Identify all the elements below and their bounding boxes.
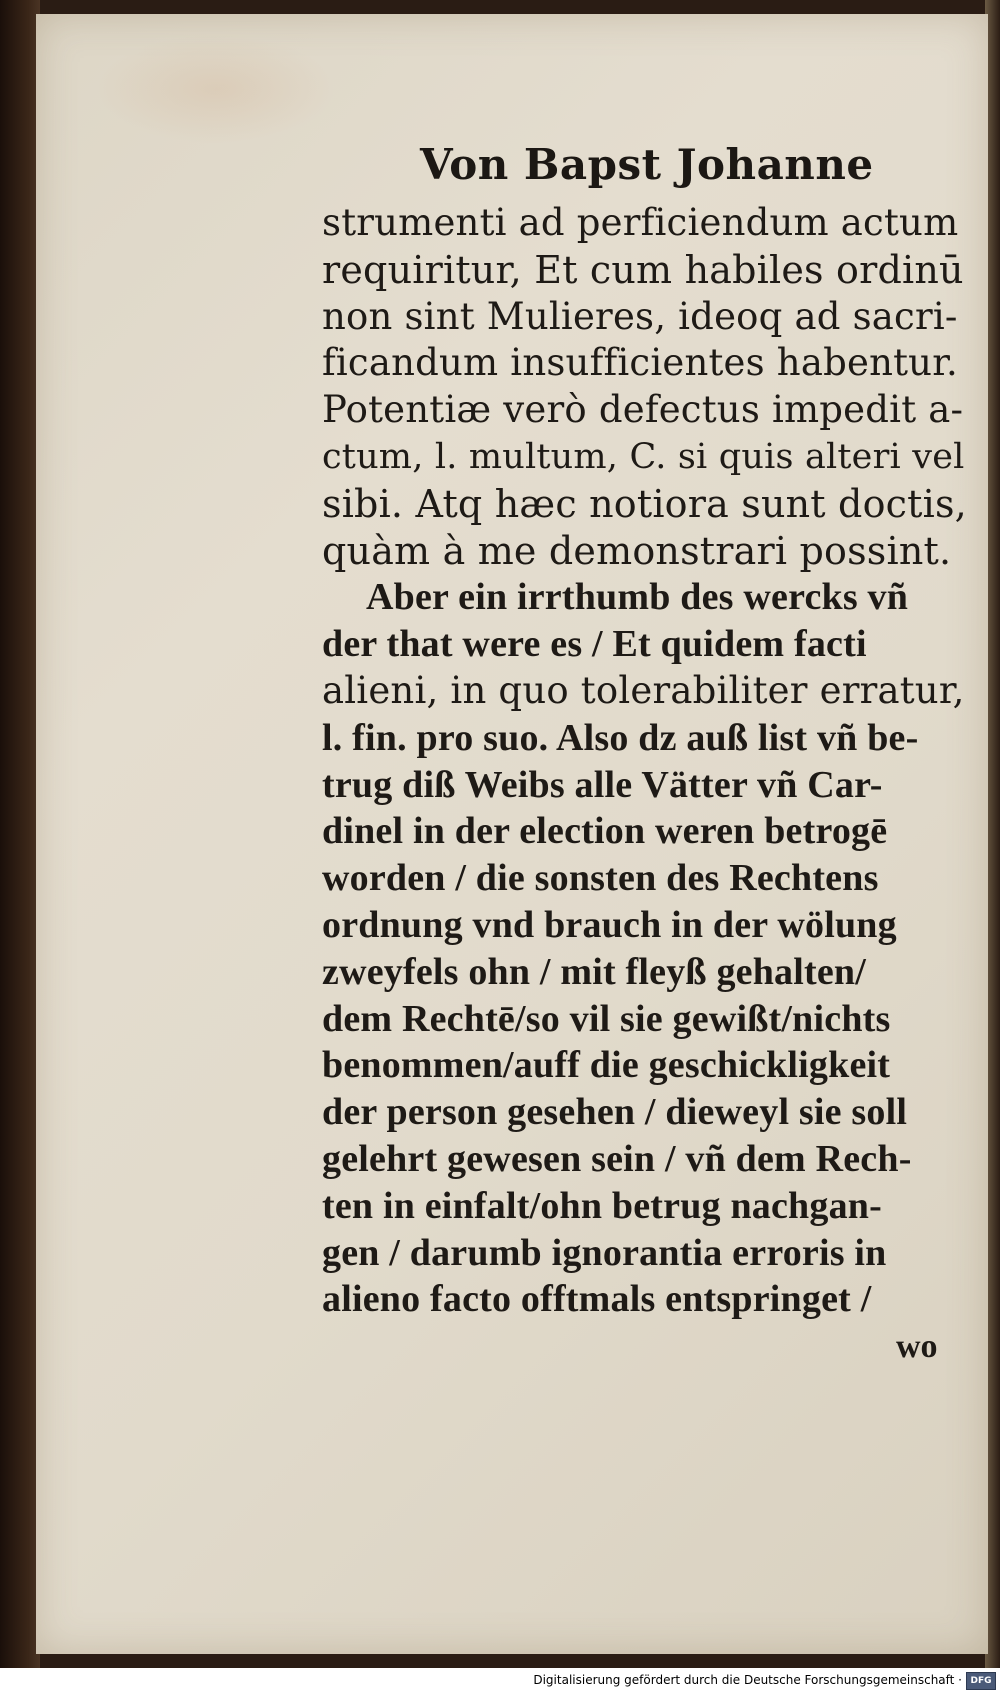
text-line: der that were es / Et quidem facti [322, 623, 867, 666]
text-line: ficandum insufficientes habentur. [322, 341, 958, 385]
text-line: ordnung vnd brauch in der wölung [322, 903, 897, 946]
text-line: der person gesehen / dieweyl sie soll [322, 1091, 908, 1134]
text-line: strumenti ad perficiendum actum [322, 201, 959, 244]
text-line: alieno facto offtmals entspringet / [322, 1278, 872, 1321]
text-line: non sint Mulieres, ideoq ad sacri- [322, 294, 958, 338]
text-line: gen / darumb ignorantia erroris in [322, 1231, 887, 1274]
text-line: ten in einfalt/ohn betrug nachgan- [322, 1184, 882, 1227]
text-line: Potentiæ verò defectus impedit a- [322, 388, 964, 432]
text-line: gelehrt gewesen sein / vñ dem Rech- [322, 1137, 912, 1180]
text-line: benommen/auff die geschickligkeit [322, 1044, 891, 1087]
text-line: trug diß Weibs alle Vätter vñ Car- [322, 763, 883, 806]
text-line: alieni, in quo tolerabiliter erratur, [322, 668, 965, 712]
funding-credit: Digitalisierung gefördert durch die Deutsche Forschungsgemeinschaft · [533, 1673, 962, 1687]
text-line: ctum, l. multum, C. si quis alteri vel [322, 436, 965, 477]
catchword: wo [896, 1328, 938, 1365]
text-line: sibi. Atq hæc notiora sunt doctis, [322, 481, 967, 526]
body-text [322, 200, 967, 1323]
text-line: worden / die sonsten des Rechtens [322, 857, 879, 900]
text-line: requiritur, Et cum habiles ordinū [322, 247, 964, 292]
paper-stain [96, 34, 336, 144]
footer-bar [0, 1668, 1000, 1694]
text-line: quàm à me demonstrari possint. [322, 528, 952, 573]
text-line: zweyfels ohn / mit fleyß gehalten/ [322, 950, 867, 993]
text-line: dem Rechtē/so vil sie gewißt/nichts [322, 997, 891, 1040]
running-head: Von Bapst Johanne [420, 140, 874, 189]
text-line: Aber ein irrthumb des wercks vñ [366, 576, 909, 619]
text-line: l. fin. pro suo. Also dz auß list vñ be- [322, 716, 919, 759]
text-line: dinel in der election weren betrogē [322, 810, 888, 853]
dfg-logo-icon: DFG [966, 1672, 996, 1690]
binding-shadow [0, 0, 40, 1668]
